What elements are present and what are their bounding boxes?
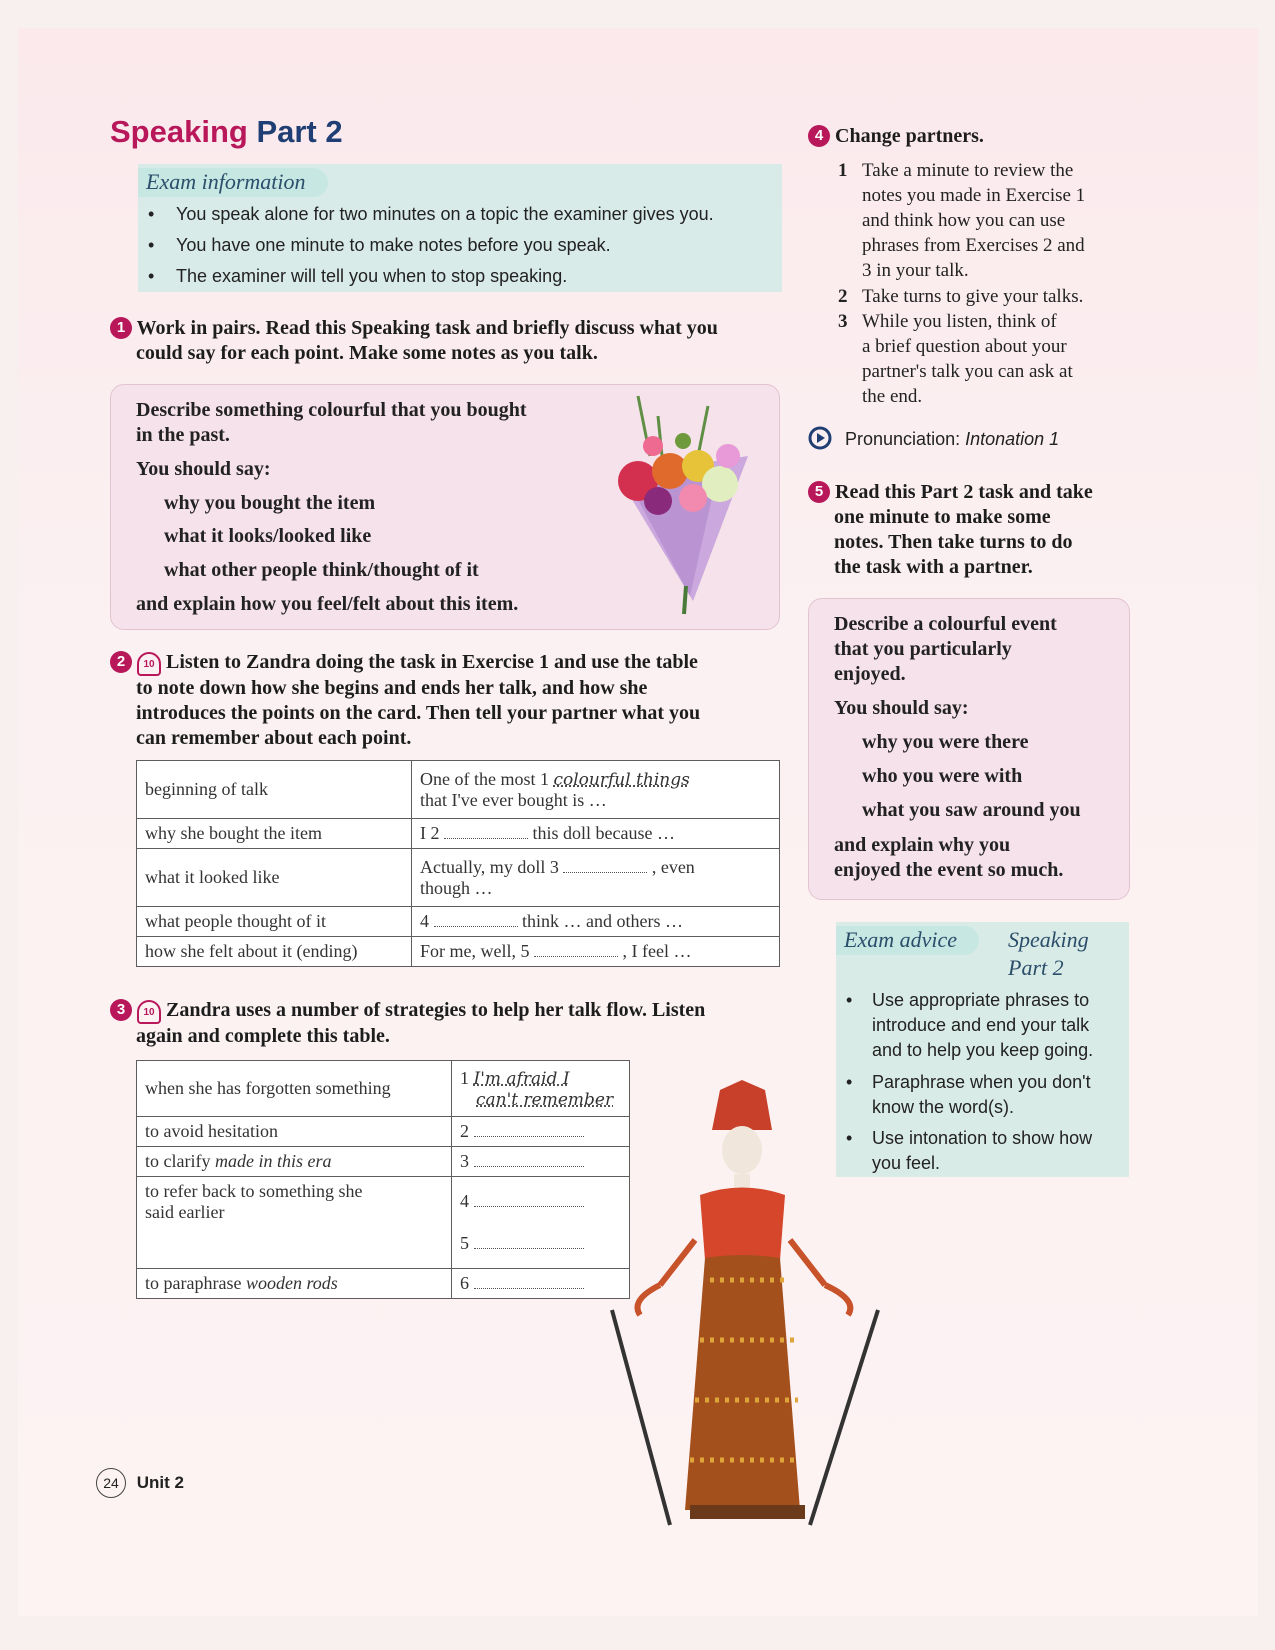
exercise-number: 5 xyxy=(808,481,830,503)
card1-point: what it looks/looked like xyxy=(164,525,372,547)
advice-section-line: Speaking xyxy=(1008,927,1089,952)
title-speaking: Speaking xyxy=(110,114,248,149)
exercise-1-line: could say for each point. Make some notes as you talk. xyxy=(136,342,598,364)
answer-blank[interactable] xyxy=(444,824,528,839)
exercise-4-title-text: Change partners. xyxy=(835,125,984,147)
exam-advice-bullet xyxy=(872,988,1093,1063)
table-row xyxy=(137,1061,630,1117)
item-line: 3 in your talk. xyxy=(862,260,969,281)
exercise-number: 1 xyxy=(110,317,132,339)
handwritten-answer: can't remember xyxy=(476,1089,614,1110)
exam-advice-section xyxy=(1008,926,1089,982)
card2-closing xyxy=(834,833,1063,883)
unit-label: Unit 2 xyxy=(136,1473,184,1492)
bullet-line: introduce and end your talk xyxy=(872,1015,1090,1035)
item-line: partner's talk you can ask at xyxy=(862,361,1073,382)
exercise-1-line: Work in pairs. Read this Speaking task and briefly discuss what you xyxy=(136,317,718,339)
exercise-number: 2 xyxy=(110,651,132,673)
table-cell-label: to avoid hesitation xyxy=(137,1117,452,1147)
table-row xyxy=(137,761,780,819)
exercise-3-line: again and complete this table. xyxy=(136,1025,390,1047)
page-footer xyxy=(96,1468,184,1498)
exercise-2-line: to note down how she begins and ends her talk, and how she xyxy=(136,677,648,699)
page-number: 24 xyxy=(96,1468,126,1498)
table-row xyxy=(137,1269,630,1299)
cell-number: 3 xyxy=(460,1151,469,1171)
exercise-2-line: can remember about each point. xyxy=(136,727,412,749)
cell-number: 6 xyxy=(460,1273,469,1293)
cell-text: to clarify xyxy=(145,1151,215,1171)
cell-text: I 2 xyxy=(420,823,444,843)
exam-advice-box xyxy=(836,922,1129,1177)
table-cell-label xyxy=(137,1269,452,1299)
table-cell-label: what people thought of it xyxy=(137,907,412,937)
table-row xyxy=(137,1147,630,1177)
table-cell-answer xyxy=(412,819,780,849)
table-cell-label xyxy=(137,1177,452,1269)
table-cell-label: why she bought the item xyxy=(137,819,412,849)
page-title xyxy=(110,114,343,150)
exercise-5-line: notes. Then take turns to do xyxy=(834,531,1073,553)
table-cell-label xyxy=(137,1147,452,1177)
cell-text: , even xyxy=(647,856,695,877)
exercise-2-table xyxy=(136,760,780,967)
item-line: Take turns to give your talks. xyxy=(862,286,1084,307)
table-row xyxy=(137,849,780,907)
table-cell-answer xyxy=(412,907,780,937)
card2-closing-line: enjoyed the event so much. xyxy=(834,859,1064,881)
answer-blank[interactable] xyxy=(474,1234,584,1249)
exam-info-bullet: • The examiner will tell you when to stop speaking. xyxy=(176,266,567,287)
exercise-3-instructions xyxy=(110,998,790,1049)
card1-heading xyxy=(136,398,527,448)
answer-blank[interactable] xyxy=(474,1122,584,1137)
item-number: 2 xyxy=(838,286,848,307)
exam-info-bullet: • You speak alone for two minutes on a topic the examiner gives you. xyxy=(176,204,714,225)
card2-should-say: You should say: xyxy=(834,697,969,719)
table-row xyxy=(137,937,780,967)
card1-closing: and explain how you feel/felt about this item. xyxy=(136,593,519,615)
card2-heading-line: Describe a colourful event xyxy=(834,613,1057,635)
answer-blank[interactable] xyxy=(534,942,618,957)
exercise-4-item xyxy=(838,158,1086,283)
handwritten-answer: I'm afraid I xyxy=(473,1068,570,1089)
bullet-line: and to help you keep going. xyxy=(872,1040,1094,1060)
cell-text: this doll because … xyxy=(528,823,675,843)
exam-info-bullet: • You have one minute to make notes before you speak. xyxy=(176,235,611,256)
card2-point: why you were there xyxy=(862,731,1029,753)
card1-heading-line: in the past. xyxy=(136,424,230,446)
play-arrow-icon xyxy=(808,426,832,450)
answer-blank[interactable] xyxy=(474,1152,584,1167)
pronunciation-label: Pronunciation: xyxy=(845,429,966,449)
cell-number: 4 xyxy=(460,1191,469,1211)
cell-text: Actually, my doll 3 xyxy=(420,856,564,877)
audio-track-icon[interactable]: 10 xyxy=(137,652,161,676)
exam-advice-bullet xyxy=(872,1126,1092,1176)
item-line: While you listen, think of xyxy=(862,311,1057,332)
exercise-2-line: Listen to Zandra doing the task in Exercise 1 and use the table xyxy=(166,651,698,673)
item-line: notes you made in Exercise 1 xyxy=(862,185,1086,206)
cell-number: 5 xyxy=(460,1233,469,1253)
exercise-5-line: one minute to make some xyxy=(834,506,1051,528)
card2-point: who you were with xyxy=(862,765,1023,787)
bullet-line: you feel. xyxy=(872,1153,941,1173)
exercise-5-line: Read this Part 2 task and take xyxy=(835,481,1093,503)
exercise-number: 3 xyxy=(110,999,132,1021)
item-line: phrases from Exercises 2 and xyxy=(862,235,1085,256)
exercise-4-item xyxy=(838,284,1084,309)
bullet-line: know the word(s). xyxy=(872,1097,1015,1117)
cell-italic: wooden rods xyxy=(245,1273,338,1293)
card2-heading-line: that you particularly xyxy=(834,638,1012,660)
bullet-line: Paraphrase when you don't xyxy=(872,1072,1091,1092)
cell-text: , I feel … xyxy=(618,941,692,961)
item-line: Take a minute to review the xyxy=(862,160,1074,181)
card1-heading-line: Describe something colourful that you bought xyxy=(136,399,527,421)
bullet-line: Use appropriate phrases to xyxy=(872,990,1090,1010)
answer-blank[interactable] xyxy=(434,912,518,927)
exercise-2-line: introduces the points on the card. Then tell your partner what you xyxy=(136,702,701,724)
exercise-3-line: Zandra uses a number of strategies to help her talk flow. Listen xyxy=(166,999,706,1021)
exercise-2-instructions xyxy=(110,650,790,751)
title-part: Part 2 xyxy=(256,114,343,149)
cell-text: think … and others … xyxy=(517,911,683,931)
cell-text: said earlier xyxy=(145,1202,225,1222)
exercise-3-table xyxy=(136,1060,630,1299)
pronunciation-topic: Intonation 1 xyxy=(965,429,1060,449)
table-cell-answer xyxy=(412,937,780,967)
card2-closing-line: and explain why you xyxy=(834,834,1011,856)
advice-section-line: Part 2 xyxy=(1008,955,1064,980)
flower-bouquet-image xyxy=(598,386,768,618)
answer-blank[interactable] xyxy=(563,858,647,873)
exercise-1-instructions xyxy=(110,316,790,366)
pronunciation-link[interactable] xyxy=(808,426,1059,450)
exercise-4-item xyxy=(838,309,1073,409)
item-line: and think how you can use xyxy=(862,210,1066,231)
card1-point: why you bought the item xyxy=(164,492,376,514)
cell-text: to paraphrase xyxy=(145,1273,246,1293)
item-line: the end. xyxy=(862,386,923,407)
cell-italic: made in this era xyxy=(214,1151,332,1171)
cell-text: to refer back to something she xyxy=(145,1181,363,1201)
card2-point: what you saw around you xyxy=(862,799,1081,821)
card2-heading-line: enjoyed. xyxy=(834,663,906,685)
exam-information-box xyxy=(138,164,782,292)
cell-text: 4 xyxy=(420,911,434,931)
answer-blank[interactable] xyxy=(474,1192,584,1207)
table-row xyxy=(137,907,780,937)
exam-information-label: Exam information xyxy=(138,168,328,197)
handwritten-answer: colourful things xyxy=(553,769,690,790)
card1-should-say: You should say: xyxy=(136,458,271,480)
exercise-number: 4 xyxy=(808,125,830,147)
answer-blank[interactable] xyxy=(474,1274,584,1289)
table-cell-label: what it looked like xyxy=(137,849,412,907)
cell-text: that I've ever bought is … xyxy=(420,789,607,810)
bullet-line: Use intonation to show how xyxy=(872,1128,1093,1148)
table-row xyxy=(137,1117,630,1147)
table-cell-answer xyxy=(412,849,780,907)
cell-text: One of the most 1 xyxy=(420,768,554,789)
cell-text: For me, well, 5 xyxy=(420,941,534,961)
card1-point: what other people think/thought of it xyxy=(164,559,479,581)
table-row xyxy=(137,1177,630,1269)
table-row xyxy=(137,819,780,849)
audio-track-icon[interactable]: 10 xyxy=(137,1000,161,1024)
exam-advice-bullet xyxy=(872,1070,1091,1120)
table-cell-label: beginning of talk xyxy=(137,761,412,819)
exam-advice-label: Exam advice xyxy=(836,926,979,955)
item-number: 1 xyxy=(838,160,848,181)
exercise-5-line: the task with a partner. xyxy=(834,556,1033,578)
cell-number: 1 xyxy=(460,1067,469,1088)
exercise-5-instructions xyxy=(808,480,1093,580)
item-number: 3 xyxy=(838,311,848,332)
exercise-4-title xyxy=(808,124,984,149)
table-cell-label: when she has forgotten something xyxy=(137,1061,452,1117)
cell-text: though … xyxy=(420,877,493,898)
cell-number: 2 xyxy=(460,1121,469,1141)
item-line: a brief question about your xyxy=(862,336,1067,357)
card2-heading xyxy=(834,612,1057,687)
table-cell-label: how she felt about it (ending) xyxy=(137,937,412,967)
table-cell-answer xyxy=(412,761,780,819)
